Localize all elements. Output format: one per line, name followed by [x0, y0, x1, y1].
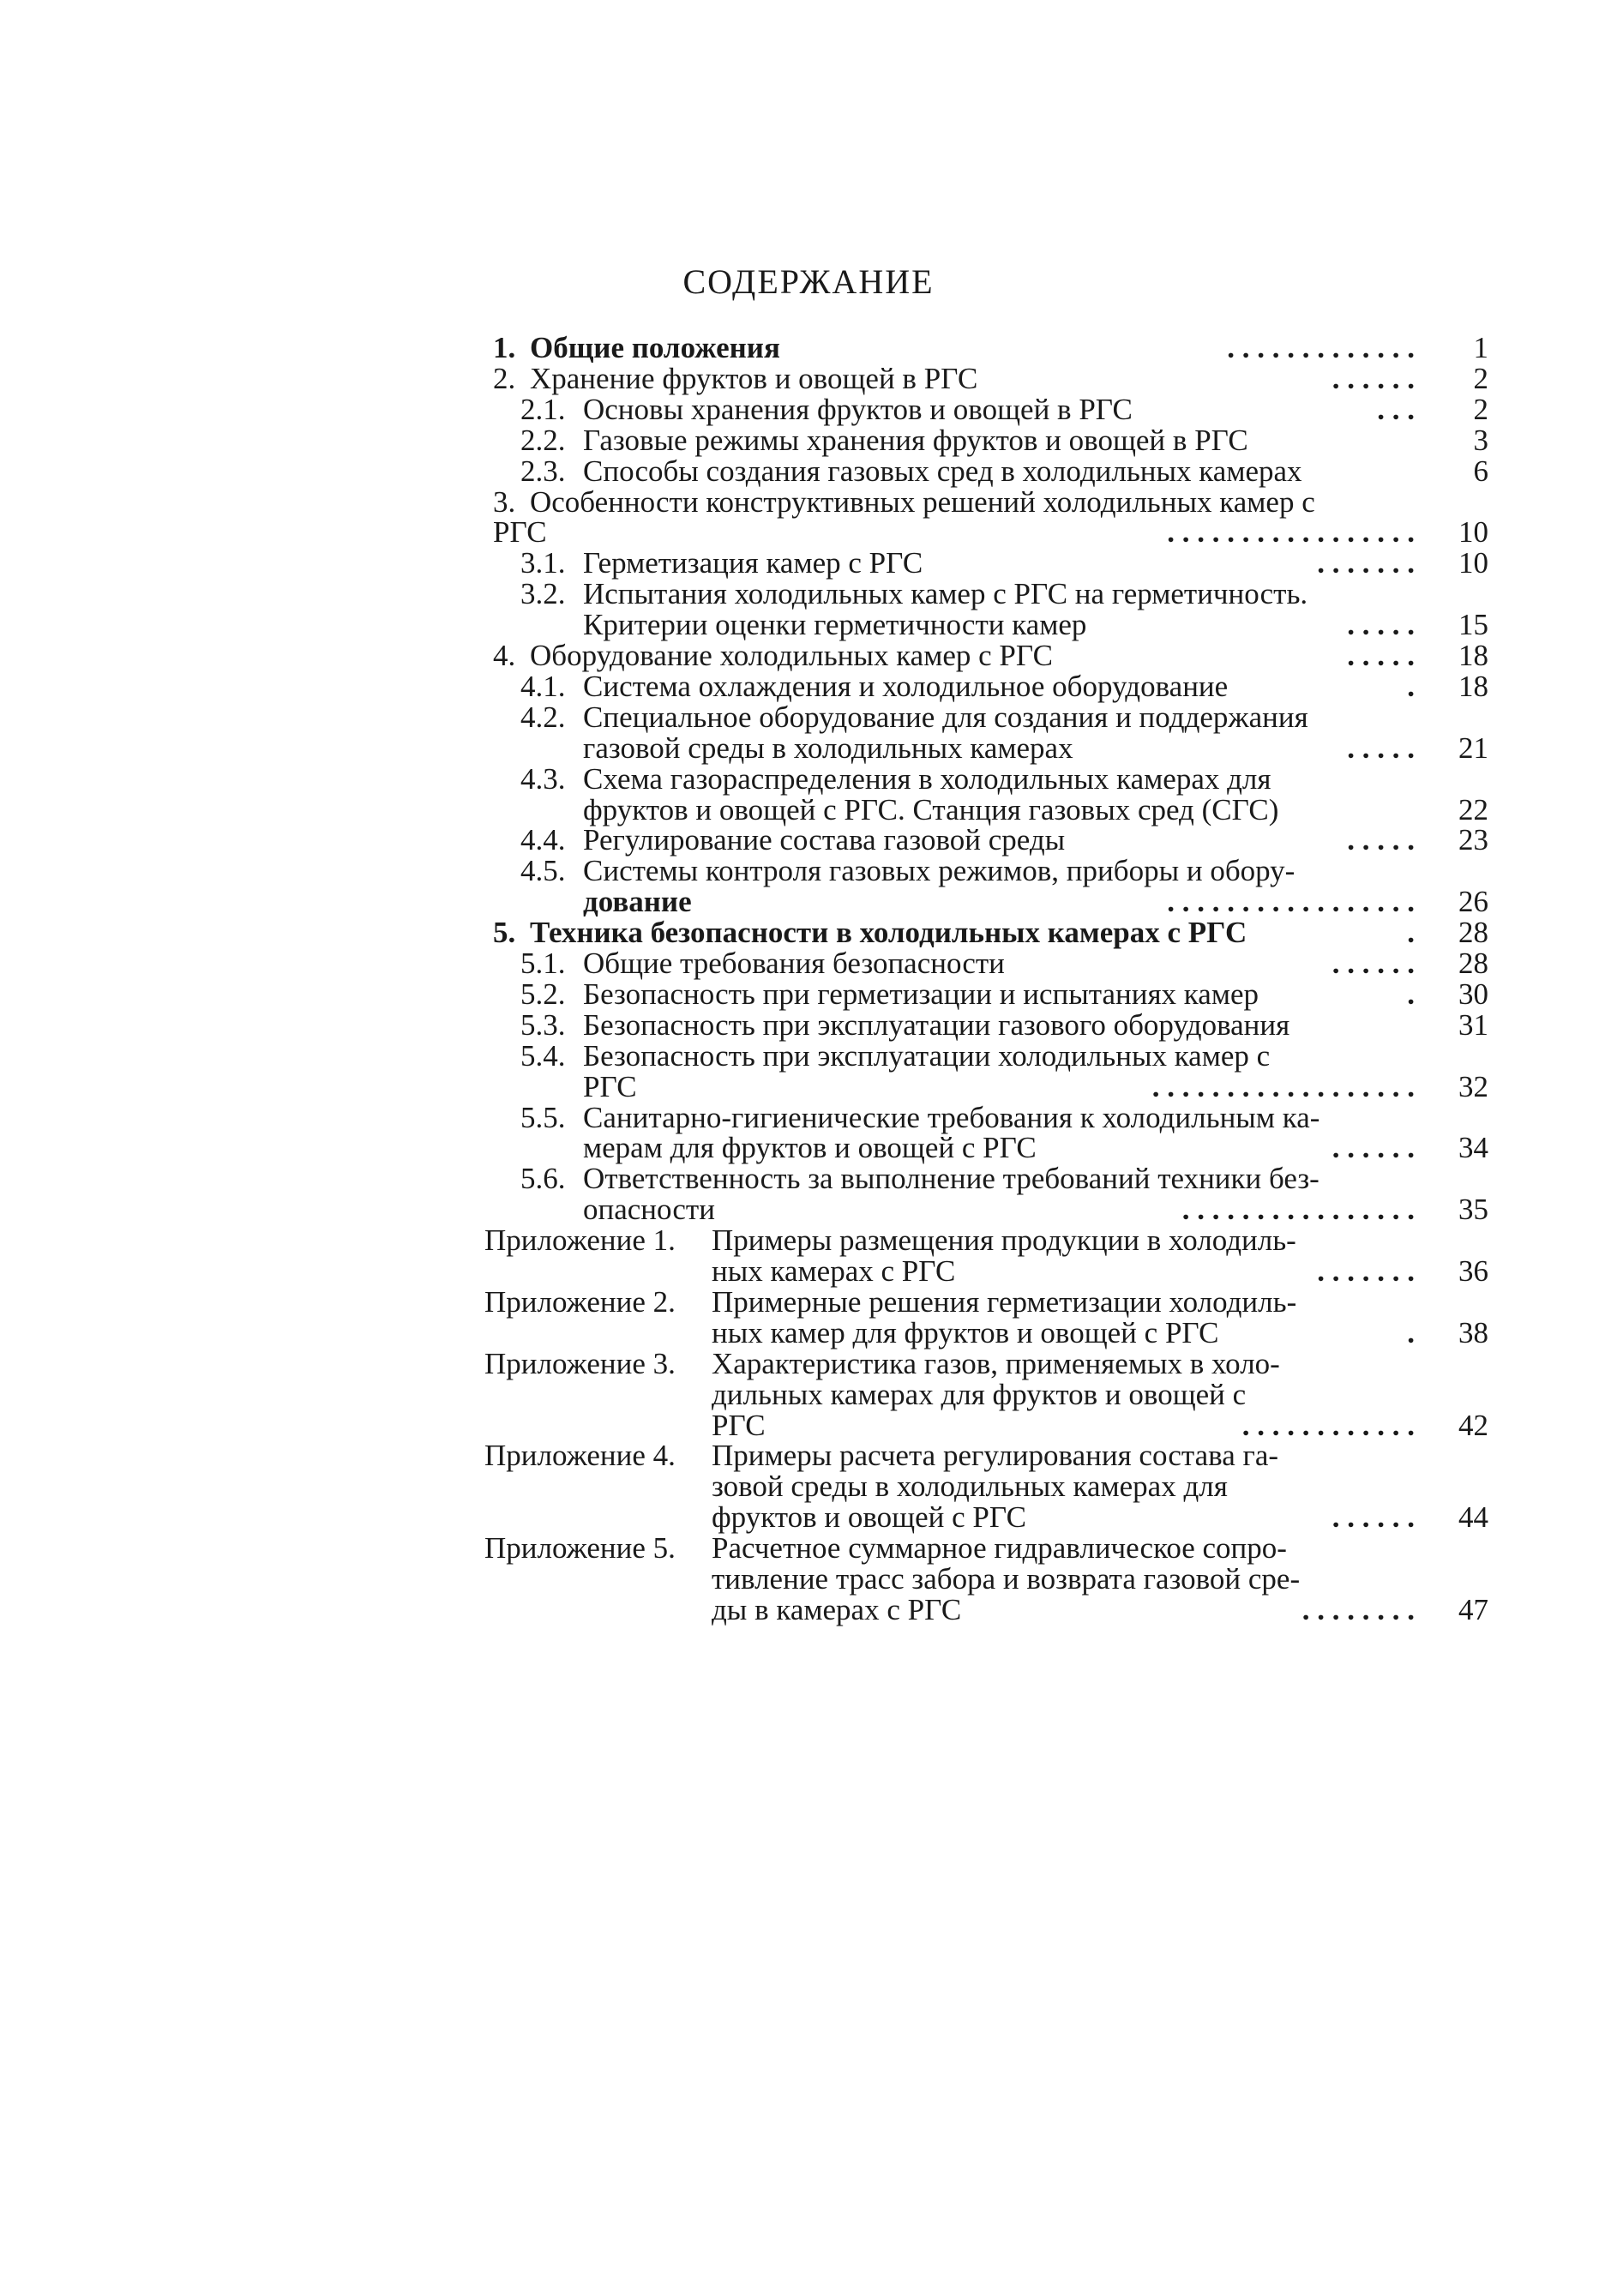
toc-leader-dots: . . . . . . . . . . . . . . . . — [1181, 1193, 1415, 1226]
toc-page-number: 38 — [1458, 1316, 1488, 1349]
toc-leader-dots: . . . . . — [1347, 639, 1415, 672]
toc-entry-title: Санитарно-гигиенические требования к холодильным ка- — [583, 1101, 1320, 1134]
toc-entry-title: Оборудование холодильных камер с РГС — [530, 639, 1054, 672]
toc-entry — [0, 364, 1617, 394]
appendix-entry — [0, 1225, 1617, 1256]
appendix-label: Приложение 4. — [484, 1439, 676, 1472]
toc-entry — [0, 917, 1617, 948]
toc-entry-title: Общие положения — [530, 331, 780, 364]
toc-leader-dots: . — [1407, 977, 1415, 1011]
toc-leader-dots: . — [1407, 1316, 1415, 1349]
toc-page-number: 26 — [1458, 885, 1488, 918]
toc-entry-number: 4.4. — [520, 823, 566, 856]
toc-entry — [0, 948, 1617, 979]
toc-page-number: 15 — [1458, 608, 1488, 641]
toc-entry-number: 5.2. — [520, 977, 566, 1011]
appendix-entry — [0, 1533, 1617, 1564]
appendix-title-line: Примеры расчета регулирования состава га- — [712, 1439, 1279, 1472]
toc-entry — [0, 764, 1617, 795]
toc-entry-number: 5.6. — [520, 1162, 566, 1195]
appendix-entry — [0, 1318, 1617, 1349]
toc-entry — [0, 702, 1617, 733]
toc-entry-title: газовой среды в холодильных камерах — [583, 731, 1073, 765]
toc-entry-title: Особенности конструктивных решений холодильных камер с — [530, 485, 1315, 519]
toc-page-number: 10 — [1458, 515, 1488, 549]
toc-page-number: 18 — [1458, 639, 1488, 672]
toc-page-number: 23 — [1458, 823, 1488, 856]
toc-entry-number: 5. — [493, 916, 516, 949]
toc-leader-dots: . . . . . . . . . . . . . . . . . — [1167, 515, 1415, 549]
toc-entry — [0, 1072, 1617, 1103]
toc-leader-dots: . . . . . . — [1331, 1131, 1415, 1164]
toc-entry-title: РГС — [583, 1070, 637, 1103]
toc-entry-number: 5.1. — [520, 947, 566, 980]
toc-entry-title: Газовые режимы хранения фруктов и овощей в РГС — [583, 424, 1248, 457]
toc-leader-dots: . . . . . . . . . . . . . . . . . — [1167, 885, 1415, 918]
toc-entry-title: Безопасность при эксплуатации газового оборудования — [583, 1008, 1290, 1042]
toc-entry-title: опасности — [583, 1193, 715, 1226]
toc-entry-title: РГС — [493, 515, 547, 549]
toc-entry-title: Испытания холодильных камер с РГС на герметичность. — [583, 577, 1308, 610]
toc-entry — [0, 1194, 1617, 1225]
appendix-entry — [0, 1471, 1617, 1502]
toc-entry-title: Схема газораспределения в холодильных камерах для — [583, 762, 1271, 796]
toc-entry-title: Герметизация камер с РГС — [583, 546, 923, 580]
toc-entry — [0, 579, 1617, 610]
appendix-entry — [0, 1440, 1617, 1471]
toc-entry-number: 4.5. — [520, 854, 566, 887]
toc-entry — [0, 1133, 1617, 1163]
toc-entry — [0, 856, 1617, 887]
toc-leader-dots: . . . . . . . . . . . . . — [1227, 331, 1415, 364]
toc-entry-number: 5.4. — [520, 1039, 566, 1073]
toc-title: СОДЕРЖАНИЕ — [682, 262, 935, 301]
appendix-title-line: Расчетное суммарное гидравлическое сопро- — [712, 1531, 1287, 1565]
toc-leader-dots: . . . . . . — [1331, 362, 1415, 395]
toc-entry-number: 1. — [493, 331, 516, 364]
toc-entry — [0, 1010, 1617, 1041]
appendix-title-line: ды в камерах с РГС — [712, 1593, 962, 1626]
toc-entry-title: фруктов и овощей с РГС. Станция газовых сред (СГС) — [583, 793, 1279, 826]
toc-entry-number: 4.1. — [520, 670, 566, 703]
toc-entry — [0, 517, 1617, 548]
appendix-title-line: дильных камерах для фруктов и овощей с — [712, 1378, 1247, 1411]
toc-page-number: 21 — [1458, 731, 1488, 765]
toc-entry-number: 3. — [493, 485, 516, 519]
toc-entry-number: 4. — [493, 639, 516, 672]
toc-entry-title: Основы хранения фруктов и овощей в РГС — [583, 393, 1133, 426]
toc-page-number: 34 — [1458, 1131, 1488, 1164]
toc-leader-dots: . — [1407, 916, 1415, 949]
toc-entry-title: Хранение фруктов и овощей в РГС — [530, 362, 978, 395]
toc-entry-title: Безопасность при эксплуатации холодильных камер с — [583, 1039, 1271, 1073]
toc-page-number: 44 — [1458, 1500, 1488, 1534]
toc-page-number: 32 — [1458, 1070, 1488, 1103]
toc-entry-number: 3.1. — [520, 546, 566, 580]
toc-entry-number: 2.2. — [520, 424, 566, 457]
appendix-label: Приложение 1. — [484, 1223, 676, 1257]
toc-entry-title: Способы создания газовых сред в холодильных камерах — [583, 454, 1302, 488]
toc-leader-dots: . . . . . . . . — [1301, 1593, 1415, 1626]
toc-entry-title: Техника безопасности в холодильных камерах с РГС — [530, 916, 1247, 949]
toc-leader-dots: . . . . . . . — [1317, 1254, 1415, 1288]
appendix-label: Приложение 5. — [484, 1531, 676, 1565]
toc-page-number: 1 — [1473, 331, 1488, 364]
toc-entry — [0, 610, 1617, 640]
appendix-title-line: РГС — [712, 1409, 766, 1442]
toc-entry — [0, 1103, 1617, 1133]
toc-entry — [0, 548, 1617, 579]
appendix-entry — [0, 1379, 1617, 1410]
toc-entry-title: Система охлаждения и холодильное оборудование — [583, 670, 1229, 703]
appendix-entry — [0, 1349, 1617, 1379]
toc-page-number: 28 — [1458, 916, 1488, 949]
toc-leader-dots: . . . . . . — [1331, 947, 1415, 980]
toc-page-number: 10 — [1458, 546, 1488, 580]
toc-entry-number: 5.5. — [520, 1101, 566, 1134]
toc-leader-dots: . . . . . . — [1331, 1500, 1415, 1534]
toc-leader-dots: . — [1407, 670, 1415, 703]
toc-page-number: 28 — [1458, 947, 1488, 980]
toc-entry-title: Системы контроля газовых режимов, приборы и обору- — [583, 854, 1295, 887]
toc-entry-title: мерам для фруктов и овощей с РГС — [583, 1131, 1037, 1164]
toc-entry-title: Регулирование состава газовой среды — [583, 823, 1066, 856]
appendix-title-line: зовой среды в холодильных камерах для — [712, 1470, 1228, 1503]
toc-entry — [0, 487, 1617, 518]
toc-entry-number: 5.3. — [520, 1008, 566, 1042]
toc-leader-dots: . . . . . — [1347, 731, 1415, 765]
appendix-title-line: тивление трасс забора и возврата газовой сре- — [712, 1562, 1301, 1596]
appendix-label: Приложение 3. — [484, 1347, 676, 1380]
toc-page-number: 30 — [1458, 977, 1488, 1011]
toc-page-number: 2 — [1473, 393, 1488, 426]
toc-entry — [0, 1041, 1617, 1072]
toc-entry-number: 2.1. — [520, 393, 566, 426]
appendix-entry — [0, 1564, 1617, 1595]
toc-page-number: 42 — [1458, 1409, 1488, 1442]
toc-entry-number: 2.3. — [520, 454, 566, 488]
toc-page-number: 47 — [1458, 1593, 1488, 1626]
toc-leader-dots: . . . . . . . — [1317, 546, 1415, 580]
toc-entry — [0, 733, 1617, 764]
toc-entry — [0, 394, 1617, 425]
toc-page-number: 3 — [1473, 424, 1488, 457]
toc-entry-number: 4.3. — [520, 762, 566, 796]
toc-entry-number: 4.2. — [520, 700, 566, 734]
toc-entry-title: Специальное оборудование для создания и поддержания — [583, 700, 1308, 734]
appendix-entry — [0, 1502, 1617, 1533]
toc-leader-dots: . . . . . . . . . . . . . . . . . . — [1151, 1070, 1415, 1103]
toc-page-number: 35 — [1458, 1193, 1488, 1226]
toc-page-number: 6 — [1473, 454, 1488, 488]
toc-page-number: 36 — [1458, 1254, 1488, 1288]
toc-entry-number: 3.2. — [520, 577, 566, 610]
toc-entry — [0, 1163, 1617, 1194]
toc-entry — [0, 333, 1617, 364]
toc-entry — [0, 456, 1617, 487]
toc-entry — [0, 825, 1617, 856]
toc-entry-number: 2. — [493, 362, 516, 395]
appendix-title-line: фруктов и овощей с РГС — [712, 1500, 1026, 1534]
toc-page-number: 2 — [1473, 362, 1488, 395]
toc-entry — [0, 795, 1617, 826]
appendix-title-line: Характеристика газов, применяемых в холо- — [712, 1347, 1280, 1380]
toc-entry — [0, 425, 1617, 456]
appendix-entry — [0, 1256, 1617, 1287]
toc-page-number: 18 — [1458, 670, 1488, 703]
toc-leader-dots: . . . . . — [1347, 608, 1415, 641]
toc-page-number: 22 — [1458, 793, 1488, 826]
toc-leader-dots: . . . . . . . . . . . . — [1241, 1409, 1415, 1442]
toc-leader-dots: . . . . . — [1347, 823, 1415, 856]
toc-entry-title: Критерии оценки герметичности камер — [583, 608, 1087, 641]
toc-entry — [0, 671, 1617, 702]
appendix-entry — [0, 1410, 1617, 1441]
toc-entry-title: Безопасность при герметизации и испытаниях камер — [583, 977, 1259, 1011]
toc-entry-title: Ответственность за выполнение требований техники без- — [583, 1162, 1319, 1195]
toc-entry-title: Общие требования безопасности — [583, 947, 1005, 980]
toc-entry-title: дование — [583, 885, 692, 918]
appendix-title-line: ных камер для фруктов и овощей с РГС — [712, 1316, 1219, 1349]
appendix-title-line: ных камерах с РГС — [712, 1254, 956, 1288]
appendix-entry — [0, 1287, 1617, 1318]
toc-entry — [0, 979, 1617, 1010]
toc-entry — [0, 887, 1617, 917]
appendix-entry — [0, 1595, 1617, 1626]
toc-leader-dots: . . . — [1377, 393, 1415, 426]
appendix-title-line: Примерные решения герметизации холодиль- — [712, 1285, 1297, 1319]
appendix-label: Приложение 2. — [484, 1285, 676, 1319]
toc-entry — [0, 640, 1617, 671]
toc-page-number: 31 — [1458, 1008, 1488, 1042]
appendix-title-line: Примеры размещения продукции в холодиль- — [712, 1223, 1296, 1257]
